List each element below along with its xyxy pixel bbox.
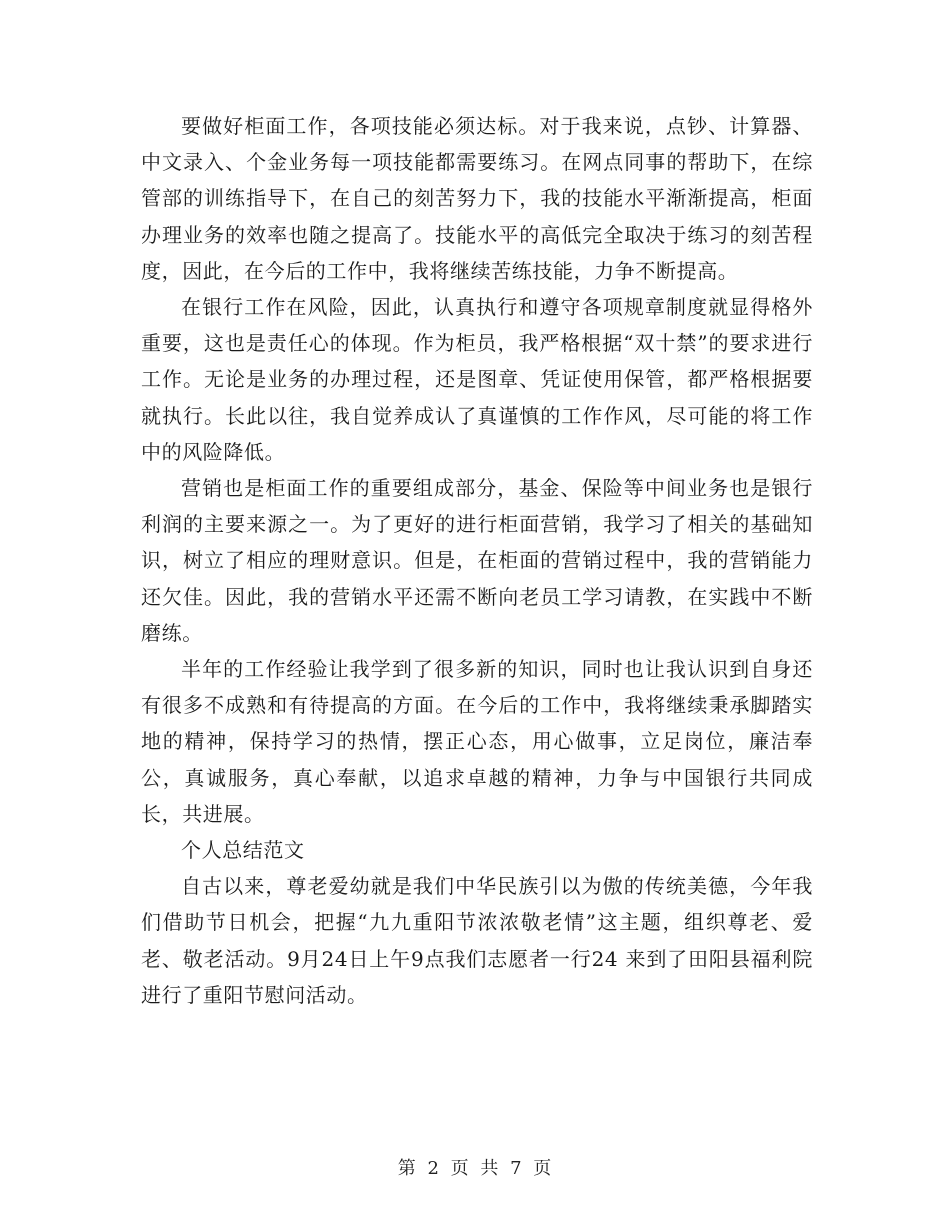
footer-prefix: 第 bbox=[397, 1158, 417, 1179]
footer-total-pages: 7 bbox=[510, 1158, 523, 1179]
footer-current-page: 2 bbox=[427, 1158, 440, 1179]
paragraph-experience: 半年的工作经验让我学到了很多新的知识，同时也让我认识到自身还有很多不成熟和有待提高的方面。在今后的工作中，我将继续秉承脚踏实地的精神，保持学习的热情，摆正心态，用心做事，立足岗位，廉洁奉公，真诚服务，真心奉献，以追求卓越的精神，力争与中国银行共同成长，共进展。 bbox=[141, 657, 813, 826]
footer-suffix: 页 bbox=[533, 1158, 553, 1179]
section-heading: 个人总结范文 bbox=[181, 838, 305, 863]
paragraph-double-ninth: 自古以来，尊老爱幼就是我们中华民族引以为傲的传统美德，今年我们借助节日机会，把握“九九重阳节浓浓敬老情”这主题，组织尊老、爱老、敬老活动。9月24日上午9点我们志愿者一行24 来到了田阳县福利院进行了重阳节慰问活动。 bbox=[141, 874, 813, 1007]
paragraph-marketing: 营销也是柜面工作的重要组成部分，基金、保险等中间业务也是银行利润的主要来源之一。为了更好的进行柜面营销，我学习了相关的基础知识，树立了相应的理财意识。但是，在柜面的营销过程中，我的营销能力还欠佳。因此，我的营销水平还需不断向老员工学习请教，在实践中不断磨练。 bbox=[141, 476, 813, 645]
footer-total-prefix: 共 bbox=[480, 1158, 500, 1179]
page-footer bbox=[0, 1154, 950, 1180]
paragraph-risk: 在银行工作在风险，因此，认真执行和遵守各项规章制度就显得格外重要，这也是责任心的体现。作为柜员，我严格根据“双十禁”的要求进行工作。无论是业务的办理过程，还是图章、凭证使用保管，都严格根据要就执行。长此以往，我自觉养成认了真谨慎的工作作风，尽可能的将工作中的风险降低。 bbox=[141, 295, 813, 464]
paragraph-skills: 要做好柜面工作，各项技能必须达标。对于我来说，点钞、计算器、中文录入、个金业务每一项技能都需要练习。在网点同事的帮助下，在综管部的训练指导下，在自己的刻苦努力下，我的技能水平渐渐提高，柜面办理业务的效率也随之提高了。技能水平的高低完全取决于练习的刻苦程度，因此，在今后的工作中，我将继续苦练技能，力争不断提高。 bbox=[141, 114, 813, 283]
footer-page-word: 页 bbox=[450, 1158, 470, 1179]
document-body bbox=[141, 108, 813, 1013]
